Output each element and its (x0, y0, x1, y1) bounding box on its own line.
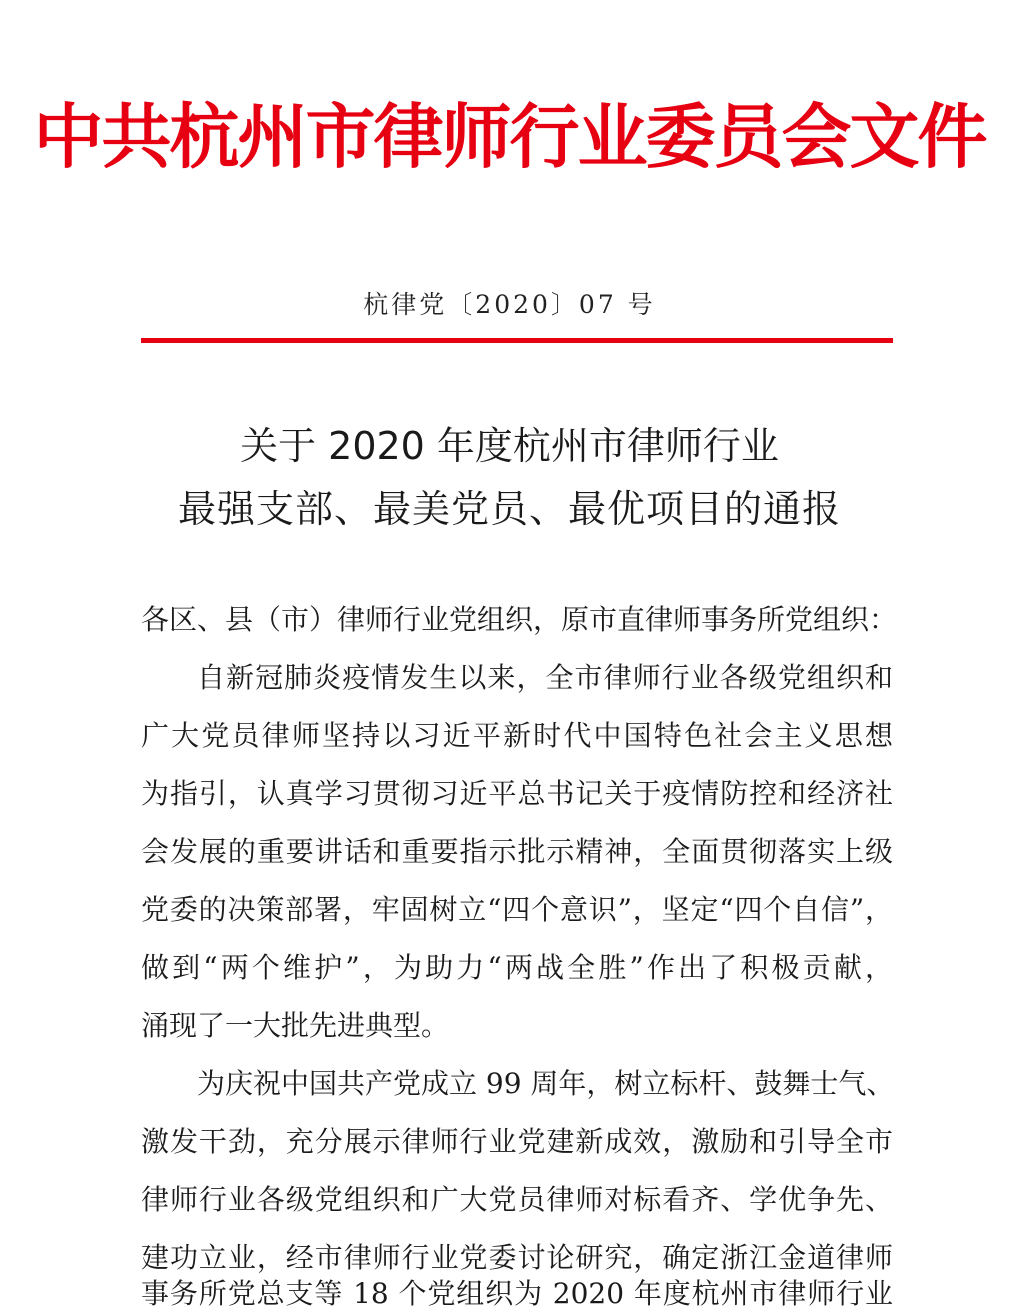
paragraph-1-line: 党委的决策部署，牢固树立“四个意识”，坚定“四个自信”， (141, 893, 893, 926)
paragraph-2-line: 为庆祝中国共产党成立 99 周年，树立标杆、鼓舞士气、 (197, 1067, 895, 1100)
paragraph-1-line: 做到“两个维护”，为助力“两战全胜”作出了积极贡献， (141, 951, 893, 984)
document-number: 杭律党〔2020〕07 号 (363, 290, 656, 319)
paragraph-2-line: 激发干劲，充分展示律师行业党建新成效，激励和引导全市 (141, 1125, 893, 1158)
document-header-title: 中共杭州市律师行业委员会文件 (33, 96, 986, 178)
notice-title-line-2: 最强支部、最美党员、最优项目的通报 (177, 487, 841, 531)
salutation: 各区、县（市）律师行业党组织，原市直律师事务所党组织： (141, 603, 898, 636)
paragraph-1-line: 广大党员律师坚持以习近平新时代中国特色社会主义思想 (141, 719, 893, 752)
paragraph-1-line: 自新冠肺炎疫情发生以来，全市律师行业各级党组织和 (197, 661, 893, 694)
paragraph-1-line: 涌现了一大批先进典型。 (141, 1009, 450, 1042)
paragraph-1-line: 会发展的重要讲话和重要指示批示精神，全面贯彻落实上级 (141, 835, 893, 868)
red-divider-line (141, 338, 893, 343)
paragraph-2-line: 事务所党总支等 18 个党组织为 2020 年度杭州市律师行业 (141, 1277, 893, 1310)
paragraph-2-line: 律师行业各级党组织和广大党员律师对标看齐、学优争先、 (141, 1183, 893, 1216)
paragraph-2-line: 建功立业，经市律师行业党委讨论研究，确定浙江金道律师 (141, 1241, 893, 1274)
notice-title-line-1: 关于 2020 年度杭州市律师行业 (240, 424, 779, 468)
paragraph-1-line: 为指引，认真学习贯彻习近平总书记关于疫情防控和经济社 (141, 777, 893, 810)
